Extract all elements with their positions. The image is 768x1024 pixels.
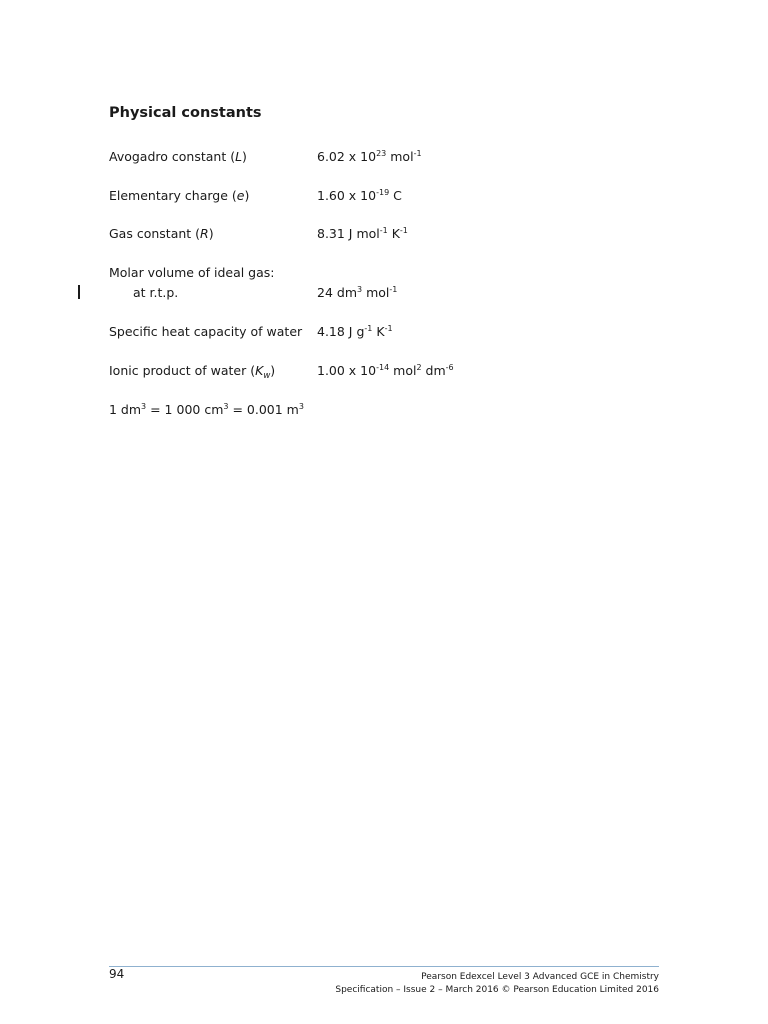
footer-credits xyxy=(335,971,659,997)
conversion-text: 1 $dm^3 = 1$ 000 $cm^3 = 0.001$ $m^3$ xyxy=(109,402,304,417)
constant-value: 4.18 J $g^{-1}$ $K^{-1}$ xyxy=(317,324,393,339)
constant-value: 8.31 J mol$^{-1}$ $K^{-1}$ xyxy=(317,226,408,241)
section-heading: Physical constants xyxy=(109,105,262,121)
constant-value: 1.60 x $10^{-19}$ C xyxy=(317,188,402,203)
constant-label: Avogadro constant (L) xyxy=(109,149,247,164)
constant-sublabel: at r.t.p. xyxy=(133,285,179,300)
constant-label: Elementary charge (e) xyxy=(109,188,250,203)
constant-value: 24 $dm^3$ mol$^{-1}$ xyxy=(317,285,398,300)
page-number: 94 xyxy=(109,967,125,981)
footer-title: Pearson Edexcel Level 3 Advanced GCE in Chemistry xyxy=(421,972,659,982)
constant-value: 1.00 x $10^{-14}$ mol$^2$ $dm^{-6}$ xyxy=(317,363,454,378)
constant-label: Specific heat capacity of water xyxy=(109,324,303,339)
change-bar xyxy=(78,285,80,299)
constant-label: Molar volume of ideal gas: xyxy=(109,265,275,280)
constant-label: Gas constant (R) xyxy=(109,226,214,241)
constant-label: Ionic product of water $(K_w)$ xyxy=(109,363,276,381)
footer-copyright: Specification – Issue 2 – March 2016 © Pearson Education Limited 2016 xyxy=(335,985,659,995)
footer-divider xyxy=(109,966,659,967)
constant-value: 6.02 x $10^{23}$ mol$^{-1}$ xyxy=(317,149,422,164)
